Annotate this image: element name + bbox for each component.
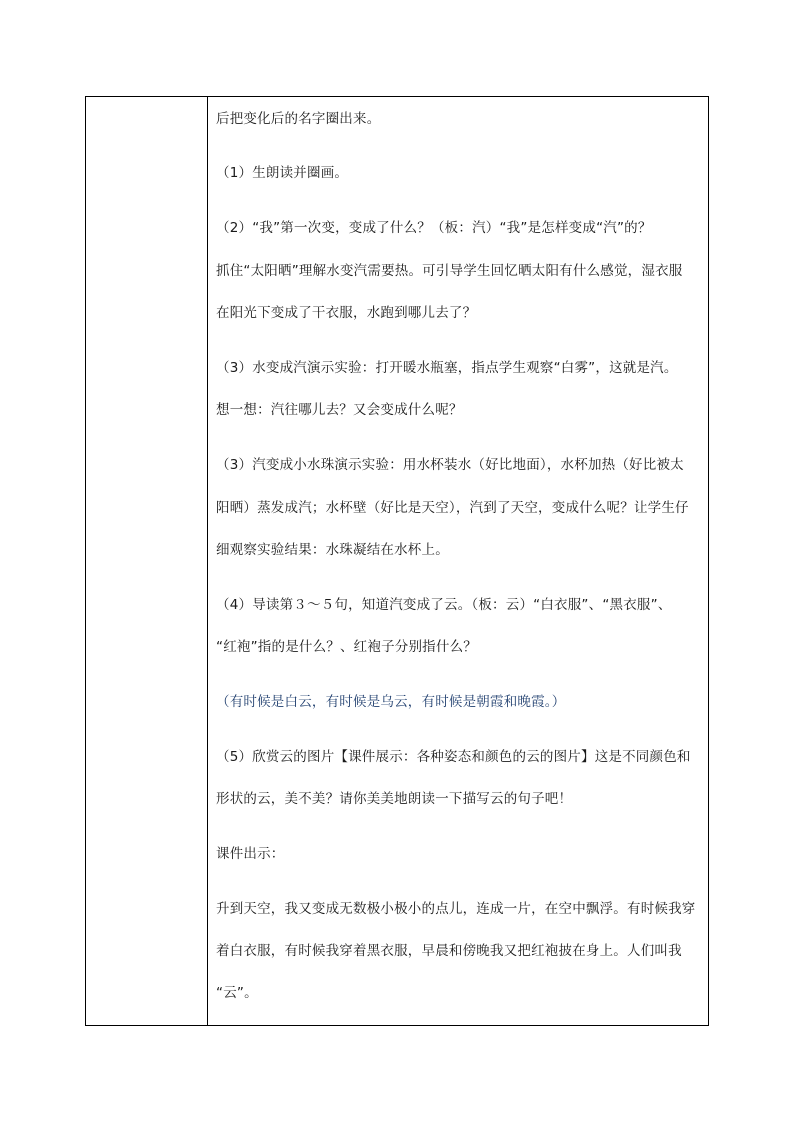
paragraph-line: 在阳光下变成了干衣服，水跑到哪儿去了？ [216,305,477,321]
paragraph-line: （2）“我”第一次变，变成了什么？（板：汽）“我”是怎样变成“汽”的？ [216,220,652,236]
paragraph-line: “红袍”指的是什么？、红袍子分别指什么？ [216,639,477,655]
paragraph-line: （1）生朗读并圈画。 [216,165,349,181]
lesson-table [85,96,709,1026]
paragraph-line: 后把变化后的名字圈出来。 [216,111,381,127]
paragraph-line: （5）欣赏云的图片【课件展示：各种姿态和颜色的云的图片】这是不同颜色和 [216,749,691,765]
paragraph-line: 升到天空，我又变成无数极小极小的点儿，连成一片，在空中飘浮。有时候我穿 [216,901,696,917]
paragraph-line: （4）导读第３～５句，知道汽变成了云。（板：云）“白衣服”、“黑衣服”、 [216,597,672,613]
table-content-cell [208,97,708,1025]
paragraph-line: （3）水变成汽演示实验：打开暖水瓶塞，指点学生观察“白雾”，这就是汽。 [216,360,678,376]
answer-line: （有时候是白云，有时候是乌云，有时候是朝霞和晚霞。） [216,694,566,710]
table-left-cell [86,97,208,1025]
paragraph-line: 细观察实验结果：水珠凝结在水杯上。 [216,542,449,558]
paragraph-line: 抓住“太阳晒”理解水变汽需要热。可引导学生回忆晒太阳有什么感觉，湿衣服 [216,263,683,279]
paragraph-line: 阳晒）蒸发成汽；水杯壁（好比是天空），汽到了天空，变成什么呢？让学生仔 [216,500,689,516]
paragraph-line: “云”。 [216,985,258,1001]
paragraph-line: 课件出示： [216,846,285,862]
paragraph-line: 着白衣服，有时候我穿着黑衣服，早晨和傍晚我又把红袍披在身上。人们叫我 [216,943,682,959]
paragraph-line: 形状的云，美不美？请你美美地朗读一下描写云的句子吧！ [216,791,573,807]
paragraph-line: （3）汽变成小水珠演示实验：用水杯装水（好比地面），水杯加热（好比被太 [216,457,684,473]
paragraph-line: 想一想：汽往哪儿去？又会变成什么呢？ [216,402,463,418]
